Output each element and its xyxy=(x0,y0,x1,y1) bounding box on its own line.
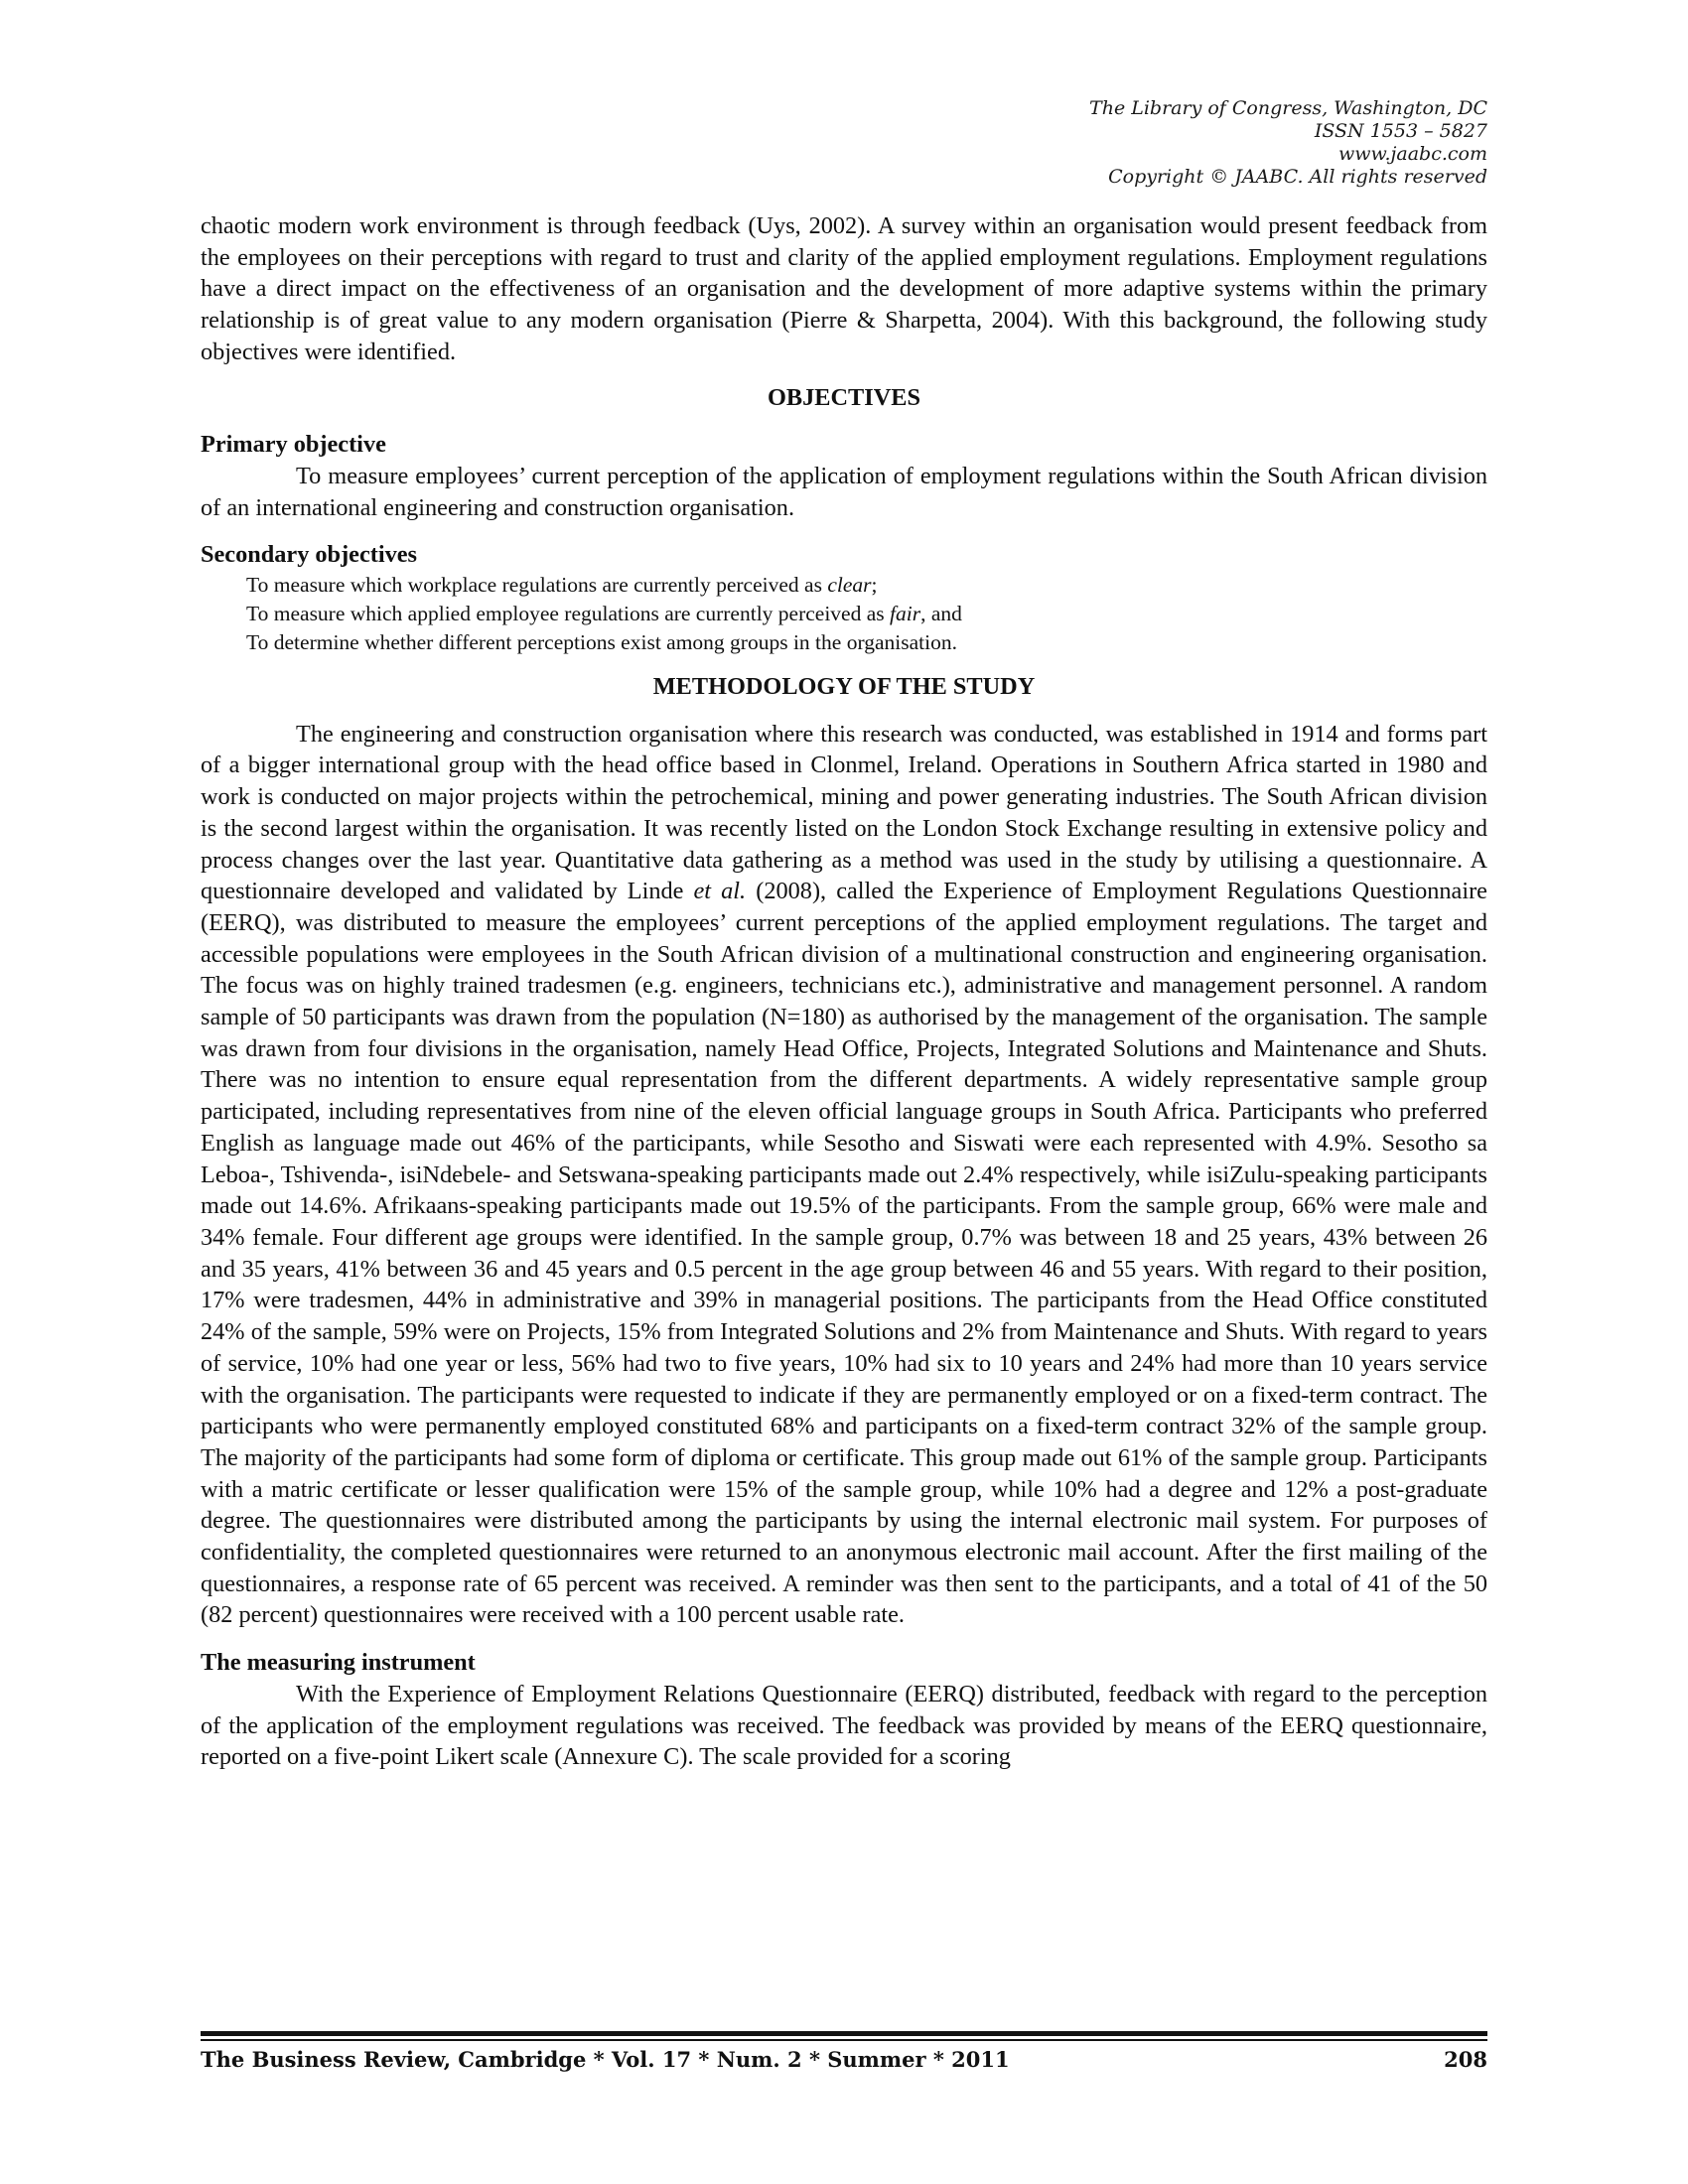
footer-rule-thick xyxy=(201,2031,1487,2036)
objectives-heading: OBJECTIVES xyxy=(768,383,920,411)
secondary-objective-item: To measure which applied employee regulations are currently perceived as fair, and xyxy=(246,602,962,626)
footer-row xyxy=(201,2047,1487,2072)
masthead-website: www.jaabc.com xyxy=(1337,143,1487,165)
footer-rule-thin xyxy=(201,2039,1487,2041)
masthead xyxy=(1089,97,1487,189)
article-body xyxy=(201,210,1487,1773)
secondary-objective-item: To measure which workplace regulations are currently perceived as clear; xyxy=(246,573,878,598)
masthead-copyright: Copyright © JAABC. All rights reserved xyxy=(1108,166,1487,188)
primary-objective-text: To measure employees’ current perception of the application of employment regulations within the South African division of an international engineering and construction organisation. xyxy=(201,462,1487,521)
secondary-objectives-heading: Secondary objectives xyxy=(201,541,417,569)
methodology-heading: METHODOLOGY OF THE STUDY xyxy=(652,673,1036,701)
methodology-paragraph: The engineering and construction organisation where this research was conducted, was established in 1914 and forms part of a bigger international group with the head office based in Clonmel, Ireland. Operations in Southern Africa started in 1980 and work is conducted on major projects within the petrochemical, mining and power generating industries. The South African division is the second largest within the organisation. It was recently listed on the London Stock Exchange resulting in extensive policy and process changes over the last year. Quantitative data gathering as a method was used in the study by utilising a questionnaire. A questionnaire developed and validated by Linde et al. (2008), called the Experience of Employment Regulations Questionnaire (EERQ), was distributed to measure the employees’ current perceptions of the applied employment regulations. The target and accessible populations were employees in the South African division of a multinational construction and engineering organisation. The focus was on highly trained tradesmen (e.g. engineers, technicians etc.), administrative and management personnel. A random sample of 50 participants was drawn from the population (N=180) as authorised by the management of the organisation. The sample was drawn from four divisions in the organisation, namely Head Office, Projects, Integrated Solutions and Maintenance and Shuts. There was no intention to ensure equal representation from the different departments. A widely representative sample group participated, including representatives from nine of the eleven official language groups in South Africa. Participants who preferred English as language made out 46% of the participants, while Sesotho and Siswati were each represented with 4.9%. Sesotho sa Leboa-, Tshivenda-, isiNdebele- and Setswana-speaking participants made out 2.4% respectively, while isiZulu-speaking participants made out 14.6%. Afrikaans-speaking participants made out 19.5% of the participants. From the sample group, 66% were male and 34% female. Four different age groups were identified. In the sample group, 0.7% was between 18 and 25 years, 43% between 26 and 35 years, 41% between 36 and 45 years and 0.5 percent in the age group between 46 and 55 years. With regard to their position, 17% were tradesmen, 44% in administrative and 39% in managerial positions. The participants from the Head Office constituted 24% of the sample, 59% were on Projects, 15% from Integrated Solutions and 2% from Maintenance and Shuts. With regard to years of service, 10% had one year or less, 56% had two to five years, 10% had six to 10 years and 24% had more than 10 years service with the organisation. The participants were requested to indicate if they are permanently employed or on a fixed-term contract. The participants who were permanently employed constituted 68% and participants on a fixed-term contract 32% of the sample group. The majority of the participants had some form of diploma or certificate. This group made out 61% of the sample group. Participants with a matric certificate or lesser qualification were 15% of the sample group, while 10% had a degree and 12% a post-graduate degree. The questionnaires were distributed among the participants by using the internal electronic mail system. For purposes of confidentiality, the completed questionnaires were returned to an anonymous electronic mail account. After the first mailing of the questionnaires, a response rate of 65 percent was received. A reminder was then sent to the participants, and a total of 41 of the 50 (82 percent) questionnaires were received with a 100 percent usable rate. xyxy=(201,720,1487,1629)
secondary-objectives-list xyxy=(201,571,1487,657)
document-page xyxy=(201,0,1487,2184)
intro-paragraph: chaotic modern work environment is through feedback (Uys, 2002). A survey within an organisation would present feedback from the employees on their perceptions with regard to trust and clarity of the applied employment regulations. Employment regulations have a direct impact on the effectiveness of an organisation and the development of more adaptive systems within the primary relationship is of great value to any modern organisation (Pierre & Sharpetta, 2004). With this background, the following study objectives were identified. xyxy=(201,212,1487,365)
journal-citation: The Business Review, Cambridge * Vol. 17 * Num. 2 * Summer * 2011 xyxy=(201,2047,1010,2072)
page-footer xyxy=(201,2031,1487,2072)
measuring-instrument-text: With the Experience of Employment Relations Questionnaire (EERQ) distributed, feedback with regard to the perception of the application of the employment regulations was received. The feedback was provided by means of the EERQ questionnaire, reported on a five-point Likert scale (Annexure C). The scale provided for a scoring xyxy=(201,1680,1487,1771)
page-number: 208 xyxy=(1444,2047,1487,2072)
measuring-instrument-heading: The measuring instrument xyxy=(201,1649,476,1677)
masthead-issn: ISSN 1553 – 5827 xyxy=(1314,120,1487,142)
primary-objective-heading: Primary objective xyxy=(201,431,386,459)
secondary-objective-item: To determine whether different perceptions exist among groups in the organisation. xyxy=(246,630,957,655)
masthead-library: The Library of Congress, Washington, DC xyxy=(1089,97,1487,119)
